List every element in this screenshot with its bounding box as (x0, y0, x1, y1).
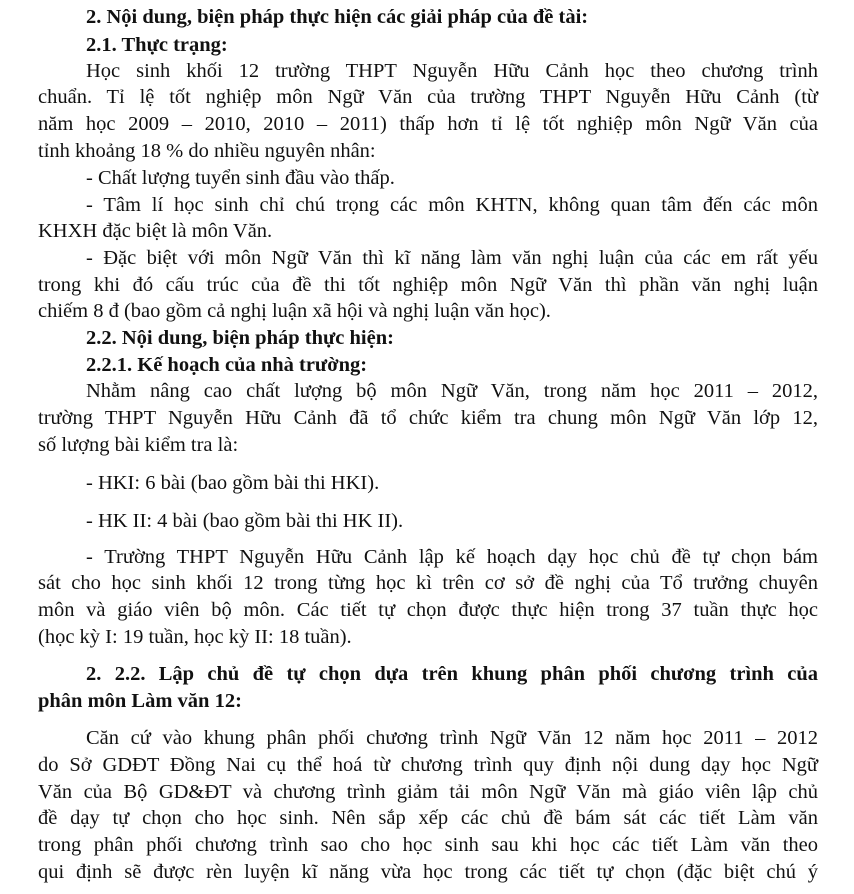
paragraph-line: Nhằm nâng cao chất lượng bộ môn Ngữ Văn, trong năm học 2011 – 2012, (86, 380, 818, 402)
list-item: - HK II: 4 bài (bao gồm bài thi HK II). (86, 510, 404, 532)
paragraph-line: qui định sẽ được rèn luyện kĩ năng vừa học trong các tiết tự chọn (đặc biệt chú ý (38, 861, 818, 883)
heading-section-2: 2. Nội dung, biện pháp thực hiện các giải pháp của đề tài: (86, 6, 589, 28)
paragraph-line: chuẩn. Tỉ lệ tốt nghiệp môn Ngữ Văn của trường THPT Nguyễn Hữu Cảnh (từ (38, 86, 818, 108)
paragraph-line: trong khi đó cấu trúc của đề thi tốt nghiệp môn Ngữ Văn thì phần văn nghị luận (38, 274, 818, 296)
heading-2-2-2-cont: phân môn Làm văn 12: (38, 690, 242, 712)
paragraph-line: sát cho học sinh khối 12 trong từng học kì trên cơ sở đề nghị của Tổ trưởng chuyên (38, 572, 818, 594)
paragraph-line: Văn của Bộ GD&ĐT và chương trình giảm tải môn Ngữ Văn mà giáo viên lập chủ (38, 781, 818, 803)
paragraph-line: tỉnh khoảng 18 % do nhiều nguyên nhân: (38, 140, 376, 162)
bullet-item: - Chất lượng tuyển sinh đầu vào thấp. (86, 167, 395, 189)
paragraph-line: Căn cứ vào khung phân phối chương trình Ngữ Văn 12 năm học 2011 – 2012 (86, 727, 818, 749)
heading-2-1: 2.1. Thực trạng: (86, 34, 228, 56)
paragraph-line: trường THPT Nguyễn Hữu Cảnh đã tổ chức kiểm tra chung môn Ngữ Văn lớp 12, (38, 407, 818, 429)
heading-2-2-2: 2. 2.2. Lập chủ đề tự chọn dựa trên khung phân phối chương trình của (86, 663, 818, 685)
bullet-item: - Trường THPT Nguyễn Hữu Cảnh lập kế hoạch dạy học chủ đề tự chọn bám (86, 546, 818, 568)
paragraph-line: chiếm 8 đ (bao gồm cả nghị luận xã hội và nghị luận văn học). (38, 300, 551, 322)
list-item: - HKI: 6 bài (bao gồm bài thi HKI). (86, 472, 380, 494)
heading-2-2-1: 2.2.1. Kế hoạch của nhà trường: (86, 354, 368, 376)
bullet-item: - Tâm lí học sinh chỉ chú trọng các môn KHTN, không quan tâm đến các môn (86, 194, 818, 216)
paragraph-line: KHXH đặc biệt là môn Văn. (38, 220, 273, 242)
paragraph-line: (học kỳ I: 19 tuần, học kỳ II: 18 tuần). (38, 626, 352, 648)
paragraph-line: năm học 2009 – 2010, 2010 – 2011) thấp hơn tỉ lệ tốt nghiệp môn Ngữ Văn của (38, 113, 818, 135)
paragraph-line: số lượng bài kiểm tra là: (38, 434, 239, 456)
paragraph-line: trong phân phối chương trình sao cho học sinh sau khi học các tiết Làm văn theo (38, 834, 818, 856)
paragraph-line: do Sở GDĐT Đồng Nai cụ thể hoá từ chương trình quy định nội dung dạy học Ngữ (38, 754, 818, 776)
bullet-item: - Đặc biệt với môn Ngữ Văn thì kĩ năng làm văn nghị luận của các em rất yếu (86, 247, 818, 269)
paragraph-line: Học sinh khối 12 trường THPT Nguyễn Hữu Cảnh học theo chương trình (86, 60, 818, 82)
heading-2-2: 2.2. Nội dung, biện pháp thực hiện: (86, 327, 394, 349)
paragraph-line: đề dạy tự chọn cho học sinh. Nên sắp xếp các chủ đề bám sát các tiết Làm văn (38, 807, 818, 829)
paragraph-line: môn và giáo viên bộ môn. Các tiết tự chọn được thực hiện trong 37 tuần thực học (38, 599, 818, 621)
